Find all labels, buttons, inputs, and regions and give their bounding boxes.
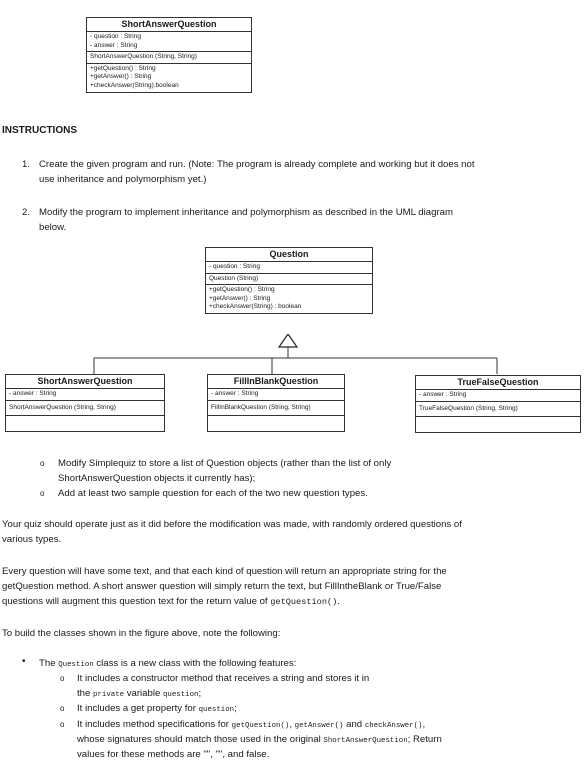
bullet-marker: • [22,656,26,667]
uml-class-title: ShortAnswerQuestion [6,375,164,389]
text-run: , [289,719,295,730]
step-text: Modify the program to implement inheritance and polymorphism as described in the UML diagram [39,207,453,218]
step-number: 2. [22,207,31,218]
paragraph-text: Your quiz should operate just as it did before the modification was made, with randomly ordered questions of [2,519,462,530]
uml-class-title: TrueFalseQuestion [416,376,580,390]
uml-constructor-sig: ShortAnswerQuestion (String, String) [90,53,197,61]
uml-class-title: FillInBlankQuestion [208,375,344,389]
inline-code: Question [58,661,94,669]
uml-methods-empty [6,416,164,431]
inline-code: getQuestion() [231,722,290,730]
text-run: ; Return [407,734,442,745]
uml-method: +getAnswer() : String [90,73,152,81]
uml-attributes [416,390,580,402]
uml-method: +checkAnswer(String):boolean [90,81,179,89]
sub-bullet-text-line [77,718,425,733]
uml-methods-empty [208,416,344,431]
sub-bullet-text: It includes a constructor method that receives a string and stores it in [77,673,370,684]
inline-code: getAnswer() [294,722,344,730]
sub-bullet-text-line [77,702,237,717]
uml-fill-in-blank [207,374,345,432]
text-run: ; [234,703,237,714]
uml-question [205,247,373,314]
inline-code: ShortAnswerQuestion [323,737,408,745]
uml-attribute: - question : String [90,33,141,40]
sub-bullet-marker: o [40,489,45,498]
instructions-heading: INSTRUCTIONS [2,125,77,136]
uml-attribute: - answer : String [9,390,57,397]
uml-constructor-sig: Question (String) [209,274,259,282]
uml-attribute: - answer : String [211,390,259,397]
uml-attributes [208,389,344,401]
uml-methods [87,64,251,92]
bullet-text-line [39,657,296,672]
paragraph-text: getQuestion method. A short answer question will simply return the text, but FillIntheBlank or True/False [2,581,442,592]
text-run: , [422,719,426,730]
sub-bullet-marker: o [40,459,45,468]
uml-method: +getQuestion() : String [209,286,275,294]
text-run: . [337,596,340,607]
paragraph-text: various types. [2,534,62,545]
step-text: below. [39,222,67,233]
sub-bullet-text-line [77,733,442,748]
text-run: The [39,658,59,669]
uml-attribute: - question : String [209,263,260,270]
uml-constructor [87,52,251,64]
uml-class-title: Question [206,248,372,262]
uml-method: +getQuestion() : String [90,64,156,72]
inline-code: private [93,691,125,699]
uml-shortanswer-original [86,17,252,93]
uml-constructor-sig: FillInBlankQuestion (String, String) [211,403,311,411]
uml-constructor [6,401,164,417]
uml-constructor-sig: ShortAnswerQuestion (String, String) [9,403,116,411]
inheritance-arrowhead [279,334,297,347]
sub-bullet-text: ShortAnswerQuestion objects it currently has); [58,473,256,484]
uml-attribute: - answer : String [419,391,467,398]
step-text: use inheritance and polymorphism yet.) [39,174,207,185]
inline-code: checkAnswer() [364,722,423,730]
paragraph-text: Every question will have some text, and that each kind of question will return an appropriate string for the [2,566,447,577]
text-run: It includes method specifications for [77,719,232,730]
uml-method: +checkAnswer(String) : boolean [209,303,302,311]
sub-bullet-marker: o [60,704,65,713]
text-run: ; [198,688,202,699]
inline-code: getQuestion() [270,597,338,607]
step-number: 1. [22,159,31,170]
uml-constructor-sig: TrueFalseQuestion (String, String) [419,404,518,412]
inline-code: question [198,706,235,714]
uml-attribute: - answer : String [90,41,138,49]
text-run: the [77,688,94,699]
sub-bullet-text: Modify Simplequiz to store a list of Question objects (rather than the list of only [58,458,392,469]
uml-constructor [208,401,344,417]
uml-method: +getAnswer() : String [209,294,271,302]
sub-bullet-marker: o [60,720,65,729]
text-run: class is a new class with the following features: [93,658,297,669]
text-run: questions will augment this question text for the return value of [2,596,271,607]
uml-methods-empty [416,417,580,432]
text-run: variable [124,688,163,699]
uml-true-false [415,375,581,433]
paragraph-text-line [2,595,340,609]
inheritance-connectors [0,334,585,374]
text-run: whose signatures should match those used in the original [77,734,324,745]
uml-methods [206,285,372,313]
sub-bullet-text: Add at least two sample question for each of the two new question types. [58,488,368,499]
sub-bullet-text: values for these methods are "", "", and false. [77,749,270,760]
text-run: It includes a get property for [77,703,199,714]
uml-attributes [87,32,251,52]
uml-attributes [206,262,372,274]
uml-attributes [6,389,164,401]
sub-bullet-text-line [77,687,201,702]
uml-constructor [416,402,580,418]
sub-bullet-marker: o [60,674,65,683]
inline-code: question [163,691,199,699]
step-text: Create the given program and run. (Note: The program is already complete and working but it does not [39,159,475,170]
uml-constructor [206,274,372,286]
paragraph-text: To build the classes shown in the figure above, note the following: [2,628,281,639]
text-run: and [343,719,365,730]
uml-short-answer [5,374,165,432]
uml-class-title: ShortAnswerQuestion [87,18,251,32]
